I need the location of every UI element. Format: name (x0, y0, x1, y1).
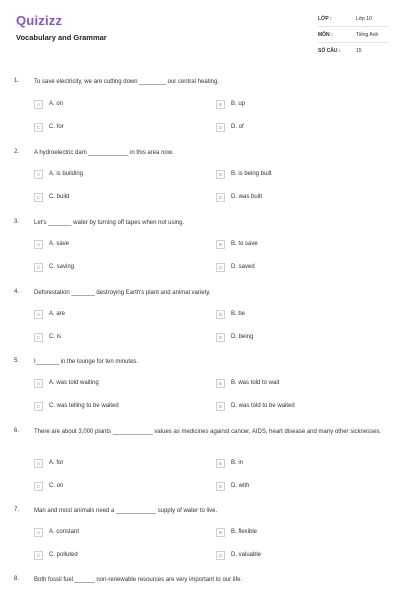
option-text: C. polluted (49, 552, 78, 558)
meta-label: SỐ CÂU : (318, 48, 341, 54)
option-text: A. on (49, 101, 64, 107)
option-text: B. is being built (231, 171, 272, 177)
option-b[interactable] (216, 99, 245, 109)
option-text: D. of (231, 124, 244, 130)
meta-label: MÔN : (318, 31, 333, 38)
option-text: A. was told waiting (49, 380, 99, 386)
question-number: 2. (14, 149, 20, 155)
option-b[interactable] (216, 458, 243, 468)
option-letter-box: A (34, 170, 43, 179)
option-letter-box: A (34, 459, 43, 468)
option-d[interactable] (216, 401, 295, 411)
option-b[interactable] (216, 239, 258, 249)
question-text: There are about 3,000 plants ____________ values as medicines against cancer, AIDS, heart disease and many other sicknesses. (34, 429, 382, 435)
option-a[interactable] (34, 378, 99, 388)
option-letter-box: B (216, 170, 225, 179)
option-c[interactable] (34, 401, 119, 411)
option-letter-box: A (34, 310, 43, 319)
option-text: A. is building (49, 171, 84, 177)
meta-row-count (318, 43, 388, 59)
option-letter-box: A (34, 379, 43, 388)
option-c[interactable] (34, 192, 69, 202)
meta-label: LỚP : (318, 15, 332, 22)
option-a[interactable] (34, 169, 83, 179)
option-letter-box: A (34, 240, 43, 249)
option-letter-box: D (216, 263, 225, 272)
question-number: 6. (14, 428, 20, 434)
option-text: C. build (49, 194, 70, 200)
option-c[interactable] (34, 481, 63, 491)
option-text: A. for (49, 460, 64, 466)
quizizz-logo: Quizizz (16, 13, 63, 28)
option-letter-box: D (216, 333, 225, 342)
option-b[interactable] (216, 527, 257, 537)
option-text: B. up (231, 101, 246, 107)
meta-value: Tiếng Anh (356, 31, 379, 38)
option-letter-box: D (216, 551, 225, 560)
option-c[interactable] (34, 122, 64, 132)
option-c[interactable] (34, 262, 74, 272)
option-text: B. be (231, 311, 246, 317)
option-c[interactable] (34, 550, 78, 560)
option-letter-box: C (34, 123, 43, 132)
option-text: C. on (49, 483, 64, 489)
option-letter-box: B (216, 528, 225, 537)
option-letter-box: A (34, 528, 43, 537)
option-letter-box: B (216, 459, 225, 468)
question-text: Deforestation _______ destroying Earth's plant and animal variety. (34, 290, 211, 296)
option-b[interactable] (216, 169, 272, 179)
option-letter-box: C (34, 402, 43, 411)
option-d[interactable] (216, 481, 249, 491)
option-letter-box: A (34, 100, 43, 109)
question-number: 8. (14, 576, 20, 582)
question-text: Let's _______ water by turning off tapes when not using. (34, 220, 185, 226)
option-letter-box: B (216, 310, 225, 319)
question-number: 3. (14, 219, 20, 225)
option-text: D. was built (231, 194, 263, 200)
option-d[interactable] (216, 122, 244, 132)
option-letter-box: C (34, 333, 43, 342)
option-a[interactable] (34, 527, 79, 537)
question-number: 1. (14, 78, 20, 84)
question-text: Both fossil fuel ______ non-renewable resources are very important to our life. (34, 577, 243, 583)
option-text: B. in (231, 460, 244, 466)
option-text: C. saving (49, 264, 75, 270)
page-title: Vocabulary and Grammar (16, 33, 107, 42)
option-text: A. save (49, 241, 70, 247)
option-d[interactable] (216, 332, 253, 342)
option-text: B. to save (231, 241, 258, 247)
option-text: B. flexible (231, 529, 258, 535)
meta-value: Lớp 10 (356, 15, 372, 22)
meta-row-subject (318, 27, 388, 43)
meta-info (318, 11, 388, 59)
option-letter-box: D (216, 123, 225, 132)
question-number: 4. (14, 289, 20, 295)
option-letter-box: D (216, 193, 225, 202)
document-header (0, 0, 400, 70)
option-d[interactable] (216, 192, 262, 202)
option-b[interactable] (216, 378, 279, 388)
option-a[interactable] (34, 458, 63, 468)
option-letter-box: D (216, 482, 225, 491)
option-a[interactable] (34, 99, 63, 109)
question-text: A hydroelectric dam ____________ in this area now. (34, 150, 174, 156)
option-letter-box: C (34, 482, 43, 491)
option-letter-box: B (216, 379, 225, 388)
option-letter-box: C (34, 551, 43, 560)
option-a[interactable] (34, 309, 65, 319)
option-text: A. constant (49, 529, 80, 535)
option-letter-box: D (216, 402, 225, 411)
option-text: D. with (231, 483, 250, 489)
option-letter-box: C (34, 193, 43, 202)
meta-value: 15 (356, 48, 362, 54)
option-letter-box: B (216, 100, 225, 109)
option-letter-box: C (34, 263, 43, 272)
option-text: C. for (49, 124, 64, 130)
option-d[interactable] (216, 550, 261, 560)
option-text: D. valuable (231, 552, 262, 558)
option-b[interactable] (216, 309, 245, 319)
option-c[interactable] (34, 332, 61, 342)
option-text: D. was told to be waited (231, 403, 295, 409)
option-text: C. was telling to be waited (49, 403, 119, 409)
option-text: C. is (49, 334, 61, 340)
question-text: Man and most animals need a ____________ supply of water to live. (34, 508, 218, 514)
option-text: D. saved (231, 264, 255, 270)
option-letter-box: B (216, 240, 225, 249)
option-text: B. was told to wait (231, 380, 280, 386)
meta-row-class (318, 11, 388, 27)
option-d[interactable] (216, 262, 255, 272)
question-text: To save electricity, we are cutting down ________ our central heating. (34, 79, 219, 85)
question-text: I_______ in the lounge for ten minutes. (34, 359, 139, 365)
option-text: D. being (231, 334, 254, 340)
option-a[interactable] (34, 239, 69, 249)
option-text: A. are (49, 311, 66, 317)
question-number: 7. (14, 507, 20, 513)
question-number: 5. (14, 358, 20, 364)
